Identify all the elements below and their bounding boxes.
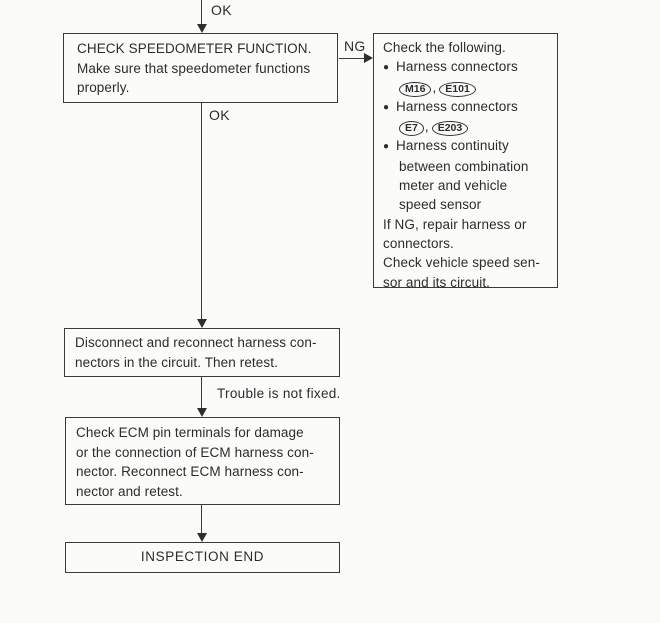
box-text-line: Make sure that speedometer functions xyxy=(77,60,311,76)
arrowhead-down-icon xyxy=(197,319,207,328)
bullet-icon: ● xyxy=(383,141,390,153)
box-text-line: If NG, repair harness or xyxy=(383,216,527,232)
bullet-item-label: Harness continuity xyxy=(396,138,509,154)
box-text-line: properly. xyxy=(77,80,130,96)
connector-line-ok xyxy=(201,103,202,320)
connector-line-ng xyxy=(339,58,365,59)
connector-row xyxy=(383,117,552,136)
edge-label-ng: NG xyxy=(344,38,366,54)
connector-oval-e101: E101 xyxy=(439,82,476,97)
arrowhead-down-icon xyxy=(197,408,207,417)
box-text-line: Check the following. xyxy=(383,40,506,55)
edge-label-ok-mid: OK xyxy=(209,107,230,123)
box-text-line: nectors in the circuit. Then retest. xyxy=(75,354,278,370)
connector-separator: , xyxy=(432,79,437,95)
connector-oval-m16: M16 xyxy=(399,82,431,97)
process-box-check-ecm xyxy=(65,417,340,505)
box-text-line: or the connection of ECM harness con- xyxy=(76,444,314,460)
box-text-line: Check vehicle speed sen- xyxy=(383,255,540,271)
box-text-line: CHECK SPEEDOMETER FUNCTION. xyxy=(77,41,312,56)
edge-label-ok-top: OK xyxy=(211,2,232,18)
arrowhead-down-icon xyxy=(197,533,207,542)
terminal-box-inspection-end xyxy=(65,542,340,573)
box-text-line: connectors. xyxy=(383,235,454,251)
bullet-icon: ● xyxy=(383,62,390,74)
connector-line-end xyxy=(201,505,202,534)
box-text-line: speed sensor xyxy=(399,197,482,213)
box-text-line: sor and its circuit. xyxy=(383,274,491,290)
bullet-item-label: Harness connectors xyxy=(396,59,518,75)
connector-line-top xyxy=(201,0,202,25)
process-box-check-speedometer xyxy=(63,33,338,103)
box-text-line: meter and vehicle xyxy=(399,178,508,194)
edge-label-trouble-not-fixed: Trouble is not fixed. xyxy=(217,386,341,401)
connector-oval-e7: E7 xyxy=(399,121,424,136)
process-box-check-following xyxy=(373,33,558,288)
connector-row xyxy=(383,78,552,97)
arrowhead-right-icon xyxy=(364,53,373,63)
box-text-line: Disconnect and reconnect harness con- xyxy=(75,335,317,350)
bullet-item xyxy=(383,57,552,77)
bullet-item xyxy=(383,136,552,156)
bullet-item-label: Harness connectors xyxy=(396,98,518,114)
inspection-end-label: INSPECTION END xyxy=(140,549,265,564)
box-text-line: Check ECM pin terminals for damage xyxy=(76,425,304,440)
box-text-line: nector. Reconnect ECM harness con- xyxy=(76,464,304,480)
process-box-disconnect-reconnect xyxy=(64,328,340,377)
bullet-item xyxy=(383,97,552,117)
box-text-line: between combination xyxy=(399,158,529,174)
bullet-icon: ● xyxy=(383,101,390,113)
box-text-line: nector and retest. xyxy=(76,483,183,499)
arrowhead-down-icon xyxy=(197,24,207,33)
connector-line-trouble xyxy=(201,377,202,409)
connector-separator: , xyxy=(424,119,429,135)
connector-oval-e203: E203 xyxy=(432,121,469,136)
